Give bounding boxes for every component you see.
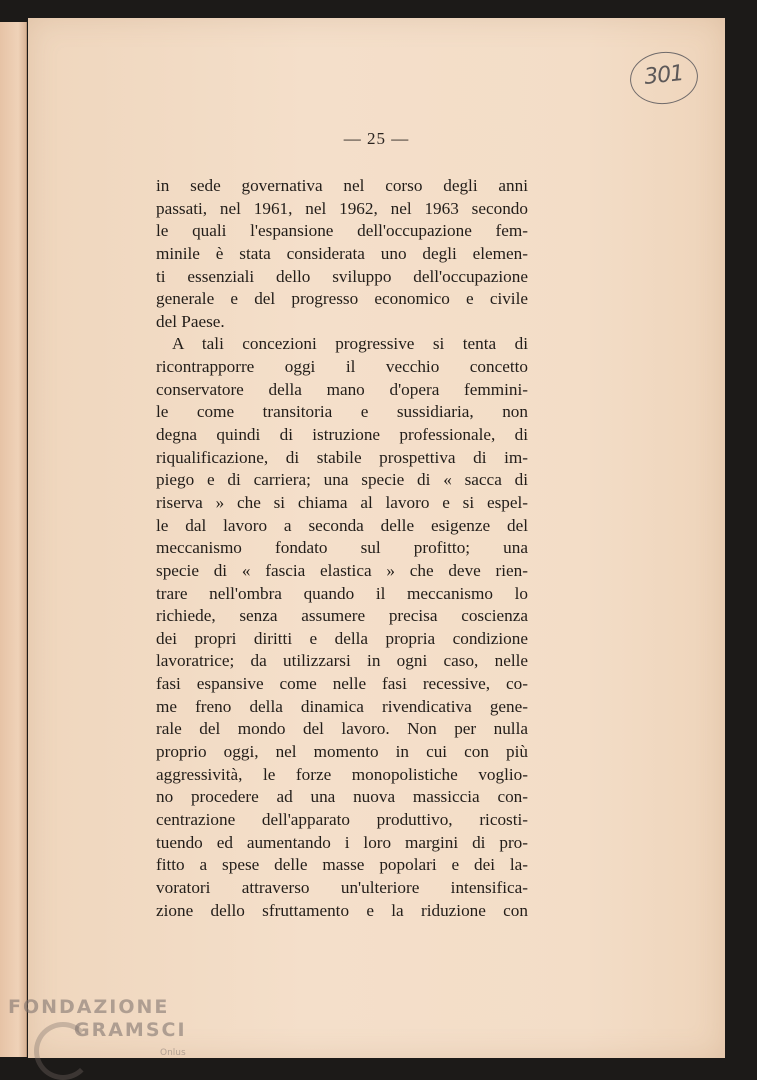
- archive-stamp-number: 301: [643, 61, 685, 90]
- text-line: ricontrapporre oggi il vecchio concetto: [156, 357, 528, 377]
- text-line: fasi espansive come nelle fasi recessive, co-: [156, 674, 528, 694]
- text-line: trare nell'ombra quando il meccanismo lo: [156, 583, 528, 603]
- text-line: me freno della dinamica rivendicativa gene-: [156, 696, 528, 716]
- text-line: meccanismo fondato sul profitto; una: [156, 538, 528, 558]
- watermark-line-1: FONDAZIONE: [8, 996, 170, 1018]
- text-line: minile è stata considerata uno degli elemen-: [156, 243, 528, 263]
- text-line: passati, nel 1961, nel 1962, nel 1963 secondo: [156, 198, 528, 218]
- fondazione-gramsci-watermark: [8, 996, 208, 1076]
- text-line: specie di « fascia elastica » che deve rien-: [156, 560, 528, 580]
- text-line: generale e del progresso economico e civile: [156, 289, 528, 309]
- text-line: centrazione dell'apparato produttivo, ricosti-: [156, 809, 528, 829]
- text-line: ti essenziali dello sviluppo dell'occupazione: [156, 266, 528, 286]
- document-page: [28, 18, 725, 1058]
- text-line: tuendo ed aumentando i loro margini di pro-: [156, 832, 528, 852]
- text-line: A tali concezioni progressive si tenta di: [172, 334, 528, 354]
- text-line: fitto a spese delle masse popolari e dei la-: [156, 855, 528, 875]
- text-line: riqualificazione, di stabile prospettiva di im-: [156, 447, 528, 467]
- watermark-line-3: Onlus: [160, 1048, 186, 1058]
- text-line: le dal lavoro a seconda delle esigenze del: [156, 515, 528, 535]
- body-text: [156, 175, 528, 922]
- watermark-line-2: GRAMSCI: [74, 1019, 187, 1041]
- page-number: — 25 —: [343, 129, 410, 148]
- text-line: zione dello sfruttamento e la riduzione con: [156, 900, 528, 920]
- text-line: aggressività, le forze monopolistiche voglio-: [156, 764, 528, 784]
- text-line: del Paese.: [156, 311, 225, 331]
- text-line: no procedere ad una nuova massiccia con-: [156, 787, 528, 807]
- text-line: rale del mondo del lavoro. Non per nulla: [156, 719, 528, 739]
- text-line: in sede governativa nel corso degli anni: [156, 176, 528, 195]
- left-page-edge: [0, 22, 27, 1057]
- text-line: proprio oggi, nel momento in cui con più: [156, 742, 528, 762]
- text-line: degna quindi di istruzione professionale, di: [156, 425, 528, 445]
- text-line: dei propri diritti e della propria condizione: [156, 628, 528, 648]
- text-line: le quali l'espansione dell'occupazione fem-: [156, 221, 528, 241]
- text-line: lavoratrice; da utilizzarsi in ogni caso, nelle: [156, 651, 528, 671]
- text-line: le come transitoria e sussidiaria, non: [156, 402, 528, 422]
- text-line: conservatore della mano d'opera femmini-: [156, 379, 528, 399]
- text-line: richiede, senza assumere precisa coscienza: [156, 606, 528, 626]
- text-line: piego e di carriera; una specie di « sacca di: [156, 470, 528, 490]
- text-line: riserva » che si chiama al lavoro e si espel-: [156, 492, 528, 512]
- archive-stamp: [627, 49, 700, 108]
- text-line: voratori attraverso un'ulteriore intensifica-: [156, 877, 528, 897]
